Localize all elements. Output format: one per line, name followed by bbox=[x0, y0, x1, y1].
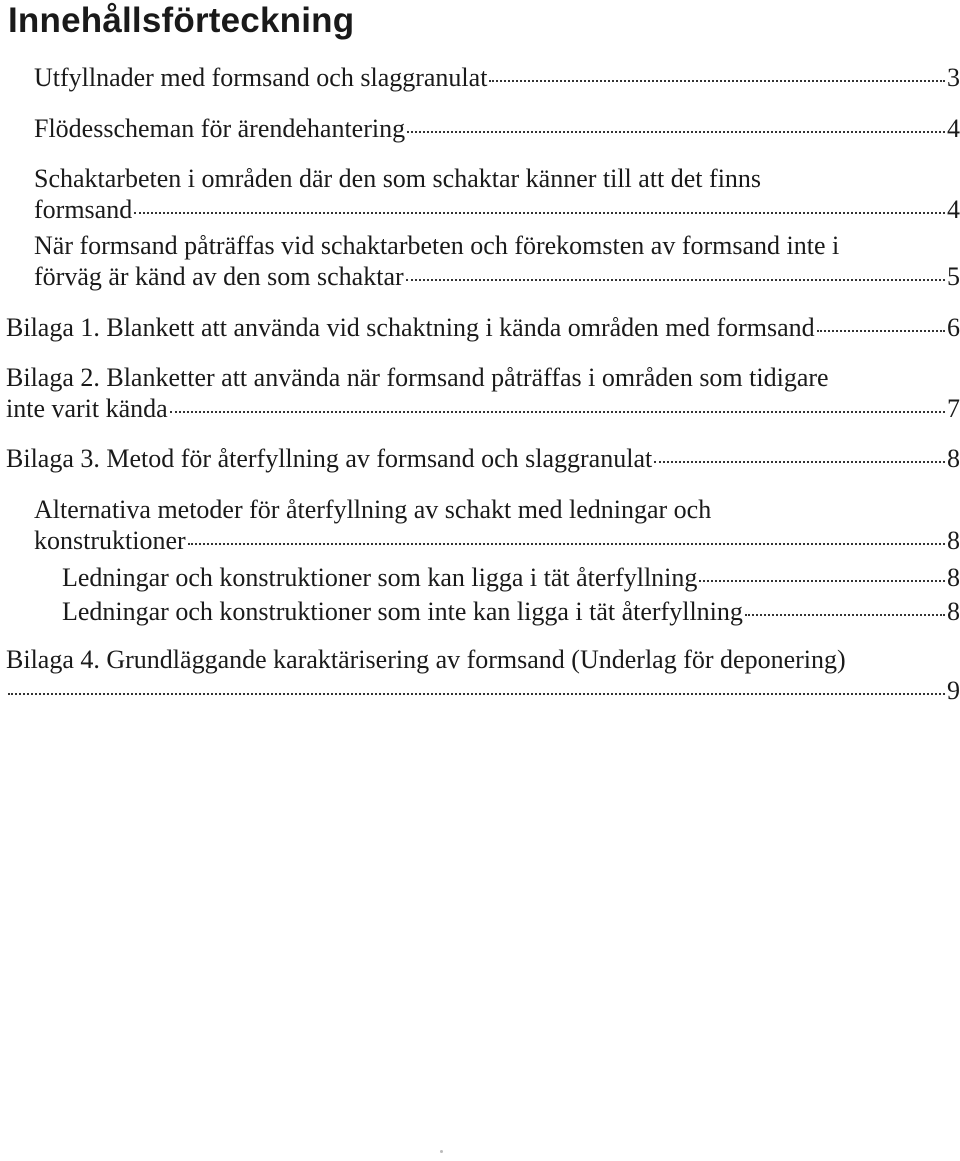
toc-entry-page: 6 bbox=[947, 313, 960, 342]
toc-entry-page: 8 bbox=[947, 563, 960, 592]
toc-entry-text: När formsand påträffas vid schaktarbeten och förekomsten av formsand inte i bbox=[34, 231, 840, 260]
toc-entry-text: Ledningar och konstruktioner som inte kan ligga i tät återfyllning bbox=[62, 597, 743, 626]
toc-entry[interactable] bbox=[34, 230, 960, 292]
toc-entry-text: Alternativa metoder för återfyllning av schakt med ledningar och bbox=[34, 495, 712, 524]
dot-leader bbox=[699, 580, 945, 582]
toc-entry[interactable] bbox=[6, 644, 960, 706]
toc-entry-text: Utfyllnader med formsand och slaggranulat bbox=[34, 63, 488, 92]
toc-entry[interactable] bbox=[6, 312, 960, 343]
toc-entry[interactable] bbox=[62, 596, 960, 627]
toc-entry-page: 8 bbox=[947, 444, 960, 473]
toc-entry-text: formsand bbox=[34, 195, 133, 224]
dot-leader bbox=[407, 131, 945, 133]
dot-leader bbox=[188, 543, 945, 545]
dot-leader bbox=[170, 411, 945, 413]
dot-leader bbox=[489, 80, 945, 82]
toc-entry[interactable] bbox=[62, 562, 960, 593]
toc-entry[interactable] bbox=[34, 494, 960, 556]
toc-entry-text: Ledningar och konstruktioner som kan ligga i tät återfyllning bbox=[62, 563, 698, 592]
toc-entry-page: 4 bbox=[947, 195, 960, 224]
toc-entry-text: konstruktioner bbox=[34, 526, 186, 555]
toc-entry-page: 8 bbox=[947, 526, 960, 555]
scan-speck bbox=[440, 1150, 443, 1153]
toc-entry-text: inte varit kända bbox=[6, 394, 168, 423]
toc-entry[interactable] bbox=[34, 113, 960, 144]
toc-entry-text: Schaktarbeten i områden där den som schaktar känner till att det finns bbox=[34, 164, 762, 193]
toc-entry-page: 4 bbox=[947, 114, 960, 143]
toc-entry[interactable] bbox=[34, 163, 960, 225]
dot-leader bbox=[406, 279, 945, 281]
toc-entry[interactable] bbox=[34, 62, 960, 93]
dot-leader bbox=[817, 330, 945, 332]
toc-entry-text: Bilaga 3. Metod för återfyllning av formsand och slaggranulat bbox=[6, 444, 653, 473]
toc-entry-text: förväg är känd av den som schaktar bbox=[34, 262, 404, 291]
toc-entry-text: Bilaga 4. Grundläggande karaktärisering av formsand (Underlag för deponering) bbox=[6, 645, 846, 674]
dot-leader bbox=[745, 614, 945, 616]
dot-leader bbox=[8, 693, 945, 695]
toc-entry-page: 5 bbox=[947, 262, 960, 291]
toc-entry[interactable] bbox=[6, 443, 960, 474]
toc-entry-page: 7 bbox=[947, 394, 960, 423]
toc-entry-text: Bilaga 1. Blankett att använda vid schaktning i kända områden med formsand bbox=[6, 313, 815, 342]
toc-entry[interactable] bbox=[6, 362, 960, 424]
toc-entry-page: 3 bbox=[947, 63, 960, 92]
toc-entry-text: Flödesscheman för ärendehantering bbox=[34, 114, 406, 143]
toc-entry-page: 9 bbox=[947, 676, 960, 705]
dot-leader bbox=[654, 461, 945, 463]
toc-entry-text: Bilaga 2. Blanketter att använda när formsand påträffas i områden som tidigare bbox=[6, 363, 829, 392]
toc-title: Innehållsförteckning bbox=[8, 1, 355, 40]
toc-entry-page: 8 bbox=[947, 597, 960, 626]
dot-leader bbox=[134, 212, 945, 214]
